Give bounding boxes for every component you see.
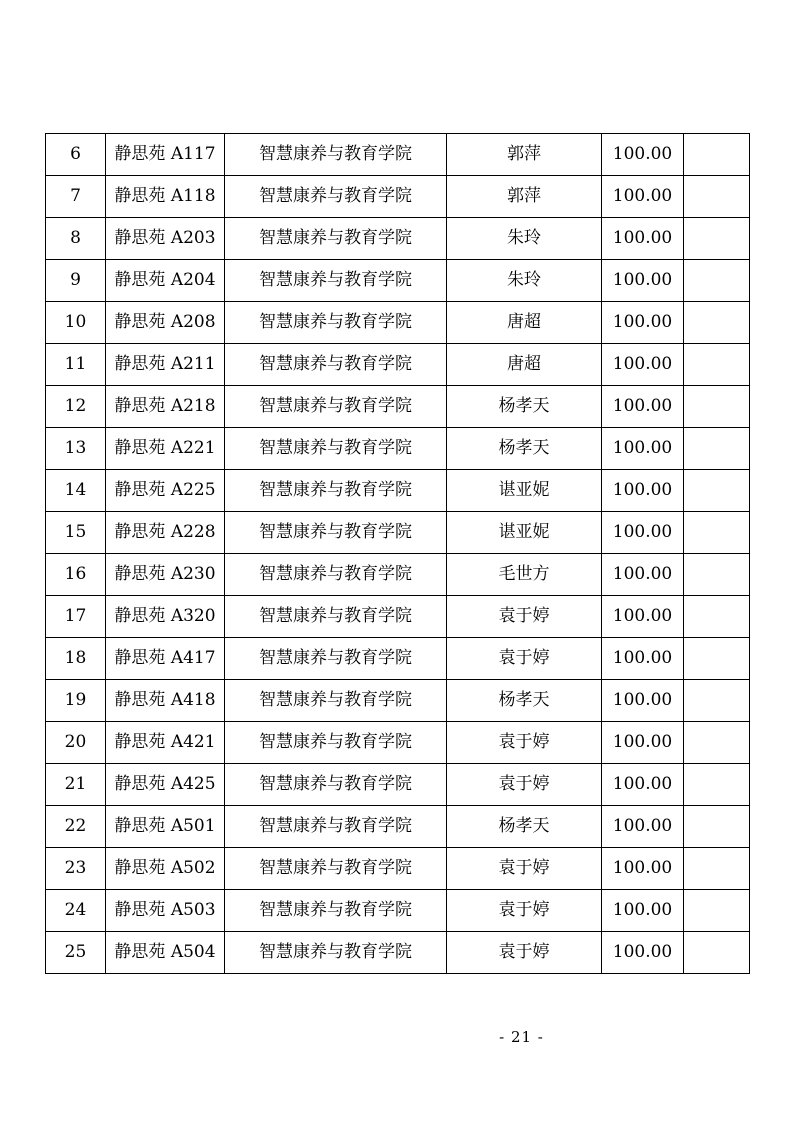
person-cell: 杨孝天 [447,386,602,428]
room-cell: 静思苑 A204 [106,260,225,302]
row-number-cell: 17 [46,596,106,638]
college-cell: 智慧康养与教育学院 [225,596,447,638]
remark-cell [684,176,750,218]
college-cell: 智慧康养与教育学院 [225,764,447,806]
amount-cell: 100.00 [602,176,684,218]
room-cell: 静思苑 A421 [106,722,225,764]
room-cell: 静思苑 A320 [106,596,225,638]
person-cell: 袁于婷 [447,848,602,890]
person-cell: 郭萍 [447,176,602,218]
record-table [45,133,750,974]
row-number-cell: 25 [46,932,106,974]
row-number-cell: 24 [46,890,106,932]
college-cell: 智慧康养与教育学院 [225,176,447,218]
table-row [46,722,750,764]
remark-cell [684,806,750,848]
room-cell: 静思苑 A425 [106,764,225,806]
table-row [46,554,750,596]
remark-cell [684,470,750,512]
college-cell: 智慧康养与教育学院 [225,470,447,512]
table-row [46,848,750,890]
amount-cell: 100.00 [602,218,684,260]
college-cell: 智慧康养与教育学院 [225,722,447,764]
room-cell: 静思苑 A502 [106,848,225,890]
remark-cell [684,302,750,344]
table-row [46,596,750,638]
record-table-body [46,134,750,974]
row-number-cell: 11 [46,344,106,386]
college-cell: 智慧康养与教育学院 [225,806,447,848]
table-row [46,386,750,428]
room-cell: 静思苑 A225 [106,470,225,512]
college-cell: 智慧康养与教育学院 [225,302,447,344]
room-cell: 静思苑 A218 [106,386,225,428]
amount-cell: 100.00 [602,470,684,512]
amount-cell: 100.00 [602,512,684,554]
room-cell: 静思苑 A118 [106,176,225,218]
remark-cell [684,218,750,260]
row-number-cell: 20 [46,722,106,764]
person-cell: 朱玲 [447,218,602,260]
row-number-cell: 19 [46,680,106,722]
table-row [46,470,750,512]
row-number-cell: 10 [46,302,106,344]
person-cell: 袁于婷 [447,596,602,638]
amount-cell: 100.00 [602,344,684,386]
remark-cell [684,848,750,890]
row-number-cell: 14 [46,470,106,512]
room-cell: 静思苑 A418 [106,680,225,722]
room-cell: 静思苑 A203 [106,218,225,260]
amount-cell: 100.00 [602,554,684,596]
college-cell: 智慧康养与教育学院 [225,512,447,554]
room-cell: 静思苑 A228 [106,512,225,554]
table-row [46,134,750,176]
person-cell: 袁于婷 [447,638,602,680]
college-cell: 智慧康养与教育学院 [225,890,447,932]
college-cell: 智慧康养与教育学院 [225,428,447,470]
amount-cell: 100.00 [602,596,684,638]
person-cell: 杨孝天 [447,806,602,848]
person-cell: 朱玲 [447,260,602,302]
table-row [46,260,750,302]
row-number-cell: 23 [46,848,106,890]
room-cell: 静思苑 A503 [106,890,225,932]
table-row [46,344,750,386]
record-table-container [45,133,749,974]
amount-cell: 100.00 [602,680,684,722]
row-number-cell: 8 [46,218,106,260]
room-cell: 静思苑 A117 [106,134,225,176]
row-number-cell: 7 [46,176,106,218]
row-number-cell: 18 [46,638,106,680]
person-cell: 杨孝天 [447,428,602,470]
row-number-cell: 6 [46,134,106,176]
row-number-cell: 12 [46,386,106,428]
table-row [46,176,750,218]
amount-cell: 100.00 [602,428,684,470]
amount-cell: 100.00 [602,806,684,848]
remark-cell [684,680,750,722]
amount-cell: 100.00 [602,764,684,806]
college-cell: 智慧康养与教育学院 [225,218,447,260]
college-cell: 智慧康养与教育学院 [225,932,447,974]
remark-cell [684,260,750,302]
remark-cell [684,890,750,932]
amount-cell: 100.00 [602,638,684,680]
room-cell: 静思苑 A417 [106,638,225,680]
remark-cell [684,722,750,764]
college-cell: 智慧康养与教育学院 [225,638,447,680]
room-cell: 静思苑 A501 [106,806,225,848]
college-cell: 智慧康养与教育学院 [225,554,447,596]
amount-cell: 100.00 [602,932,684,974]
person-cell: 袁于婷 [447,890,602,932]
table-row [46,680,750,722]
amount-cell: 100.00 [602,890,684,932]
person-cell: 毛世方 [447,554,602,596]
remark-cell [684,512,750,554]
college-cell: 智慧康养与教育学院 [225,260,447,302]
amount-cell: 100.00 [602,302,684,344]
remark-cell [684,596,750,638]
remark-cell [684,344,750,386]
table-row [46,764,750,806]
table-row [46,218,750,260]
person-cell: 唐超 [447,344,602,386]
person-cell: 袁于婷 [447,932,602,974]
amount-cell: 100.00 [602,722,684,764]
amount-cell: 100.00 [602,260,684,302]
person-cell: 袁于婷 [447,722,602,764]
remark-cell [684,932,750,974]
room-cell: 静思苑 A211 [106,344,225,386]
table-row [46,806,750,848]
table-row [46,302,750,344]
table-row [46,932,750,974]
row-number-cell: 21 [46,764,106,806]
remark-cell [684,134,750,176]
room-cell: 静思苑 A208 [106,302,225,344]
amount-cell: 100.00 [602,386,684,428]
person-cell: 郭萍 [447,134,602,176]
person-cell: 杨孝天 [447,680,602,722]
row-number-cell: 9 [46,260,106,302]
remark-cell [684,554,750,596]
person-cell: 谌亚妮 [447,470,602,512]
remark-cell [684,386,750,428]
remark-cell [684,764,750,806]
college-cell: 智慧康养与教育学院 [225,386,447,428]
row-number-cell: 22 [46,806,106,848]
room-cell: 静思苑 A230 [106,554,225,596]
room-cell: 静思苑 A221 [106,428,225,470]
amount-cell: 100.00 [602,848,684,890]
amount-cell: 100.00 [602,134,684,176]
page-number: - 21 - [499,1028,544,1046]
table-row [46,890,750,932]
college-cell: 智慧康养与教育学院 [225,680,447,722]
row-number-cell: 16 [46,554,106,596]
table-row [46,638,750,680]
table-row [46,512,750,554]
college-cell: 智慧康养与教育学院 [225,344,447,386]
row-number-cell: 13 [46,428,106,470]
room-cell: 静思苑 A504 [106,932,225,974]
person-cell: 唐超 [447,302,602,344]
college-cell: 智慧康养与教育学院 [225,848,447,890]
person-cell: 谌亚妮 [447,512,602,554]
college-cell: 智慧康养与教育学院 [225,134,447,176]
table-row [46,428,750,470]
remark-cell [684,428,750,470]
remark-cell [684,638,750,680]
person-cell: 袁于婷 [447,764,602,806]
row-number-cell: 15 [46,512,106,554]
